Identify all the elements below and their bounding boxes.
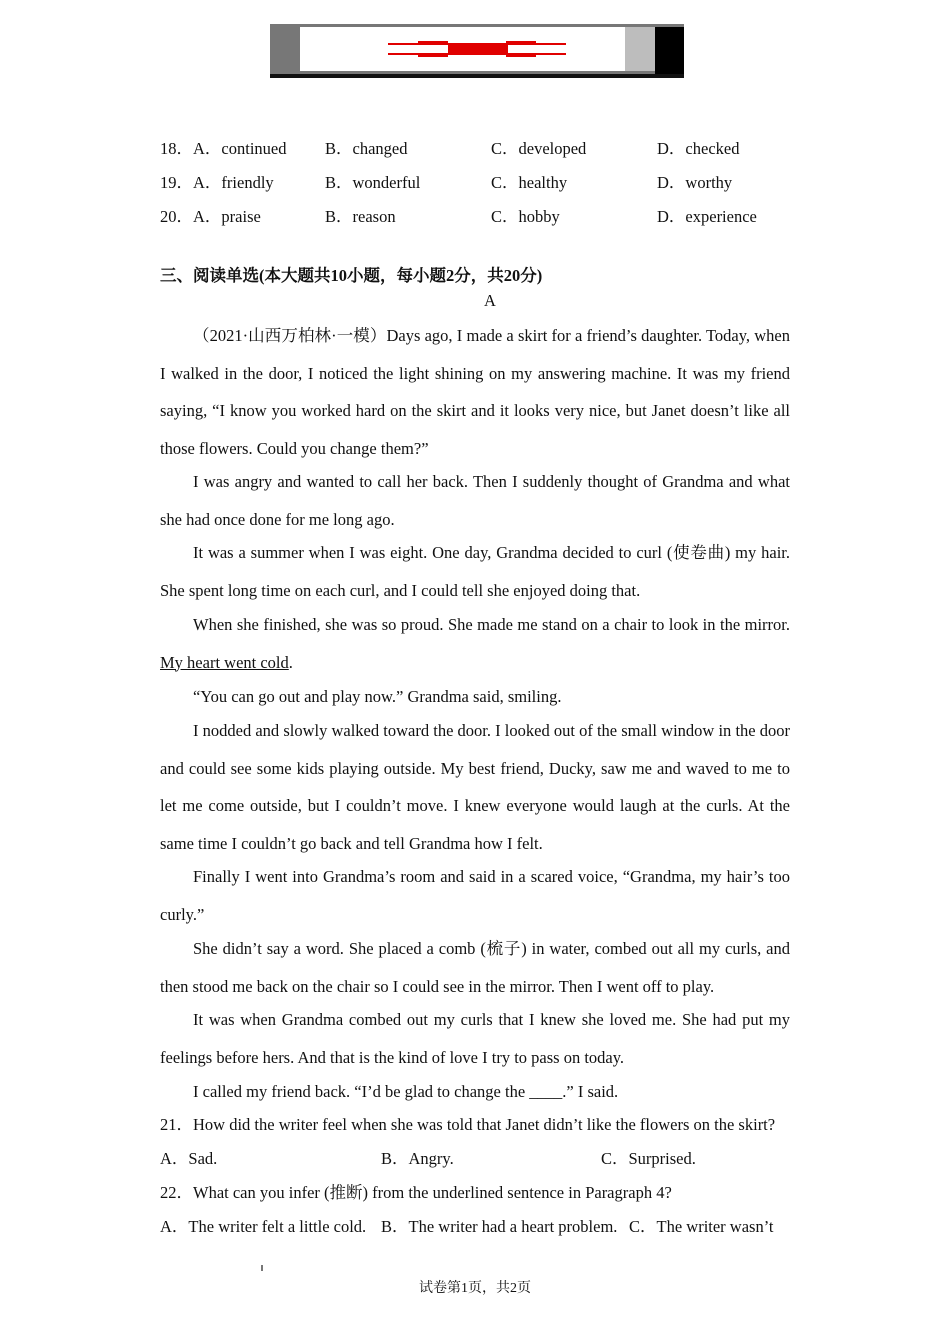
passage-paragraph-2: I was angry and wanted to call her back. Then I suddenly thought of Grandma and what she had once done for me long ago.	[160, 472, 790, 529]
q22-option-b: B．The writer had a heart problem.	[381, 1217, 618, 1236]
question-number: 19．	[160, 173, 193, 192]
options-row-19	[160, 170, 800, 196]
passage-paragraph-7: Finally I went into Grandma’s room and said in a scared voice, “Grandma, my hair’s too curly.”	[160, 867, 790, 924]
option-b: B．reason	[325, 207, 396, 226]
option-d: D．experience	[657, 207, 757, 226]
option-a: A．praise	[193, 207, 261, 226]
passage-paragraph-1: （2021·山西万柏林·一模）Days ago, I made a skirt for a friend’s daughter. Today, when I walked in the door, I noticed the light shining on my answering machine. It was my friend saying, “I know you worked hard on the skirt and it looks very nice, but Janet doesn’t like all those flowers. Could you change them?”	[160, 326, 790, 458]
passage-paragraph-4	[160, 606, 790, 681]
options-row-18	[160, 136, 800, 162]
passage-paragraph-9: It was when Grandma combed out my curls that I knew she loved me. She had put my feelings before hers. And that is the kind of love I try to pass on today.	[160, 1010, 790, 1067]
question-21-stem: 21．How did the writer feel when she was told that Janet didn’t like the flowers on the skirt?	[160, 1115, 776, 1134]
q21-option-a: A．Sad.	[160, 1149, 218, 1168]
passage-paragraph-6: I nodded and slowly walked toward the door. I looked out of the small window in the door and could see some kids playing outside. My best friend, Ducky, saw me and waved to me to let me come outside, but I couldn’t move. I knew everyone would laugh at the curls. At the same time I couldn’t go back and tell Grandma how I felt.	[160, 721, 790, 853]
option-d: D．checked	[657, 139, 740, 158]
question-22-stem: 22．What can you infer (推断) from the underlined sentence in Paragraph 4?	[160, 1183, 672, 1202]
header-banner-dark-block	[655, 27, 684, 74]
passage-paragraph-10: I called my friend back. “I’d be glad to change the ____.” I said.	[193, 1082, 619, 1101]
option-c: C．developed	[491, 139, 587, 158]
underlined-sentence: My heart went cold	[160, 652, 289, 672]
option-c: C．hobby	[491, 207, 560, 226]
section-title: 三、阅读单选(本大题共10小题，每小题2分，共20分)	[160, 266, 543, 285]
option-b: B．changed	[325, 139, 408, 158]
option-a: A．friendly	[193, 173, 274, 192]
paragraph-4-text: When she finished, she was so proud. She made me stand on a chair to look in the mirror.	[193, 615, 790, 634]
q22-option-a: A．The writer felt a little cold.	[160, 1217, 367, 1236]
passage-paragraph-8: She didn’t say a word. She placed a comb (梳子) in water, combed out all my curls, and then stood me back on the chair so I could see in the mirror. Then I went off to play.	[160, 939, 790, 996]
q22-option-c: C．The writer wasn’t	[629, 1217, 774, 1236]
option-c: C．healthy	[491, 173, 568, 192]
option-d: D．worthy	[657, 173, 733, 192]
passage-paragraph-5: “You can go out and play now.” Grandma said, smiling.	[193, 687, 562, 706]
header-banner	[270, 24, 684, 78]
paragraph-4-end: .	[288, 652, 293, 672]
q21-option-c: C．Surprised.	[601, 1149, 696, 1168]
option-b: B．wonderful	[325, 173, 421, 192]
question-number: 20．	[160, 207, 193, 226]
header-red-mark	[388, 41, 566, 57]
options-row-20	[160, 204, 800, 230]
option-a: A．continued	[193, 139, 287, 158]
passage-label: A	[484, 291, 496, 310]
header-banner-light-block	[625, 27, 655, 71]
page-footer: 试卷第1页，共2页	[419, 1281, 531, 1296]
question-number: 18．	[160, 139, 193, 158]
small-mark	[261, 1265, 263, 1271]
q21-option-b: B．Angry.	[381, 1149, 454, 1168]
passage-paragraph-3: It was a summer when I was eight. One day, Grandma decided to curl (使卷曲) my hair. She spent long time on each curl, and I could tell she enjoyed doing that.	[160, 543, 790, 600]
